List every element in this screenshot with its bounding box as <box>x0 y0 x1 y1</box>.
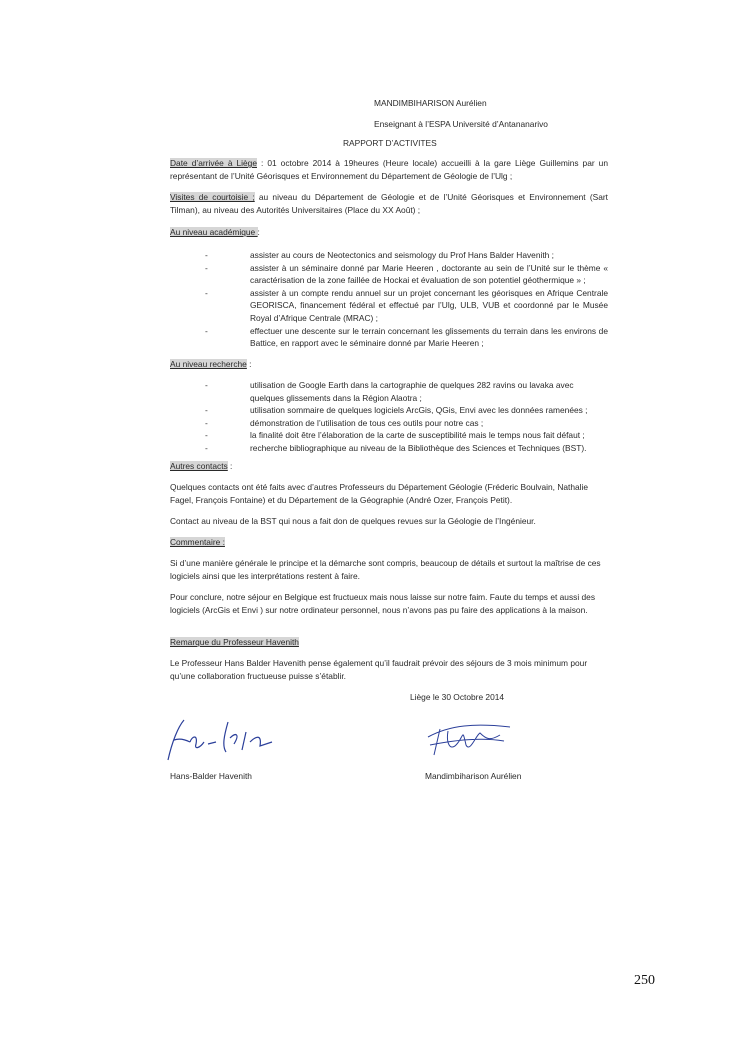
visits-heading: Visites de courtoisie ; <box>170 192 255 202</box>
contacts-heading: Autres contacts <box>170 461 228 471</box>
list-item: - assister au cours de Neotectonics and seismology du Prof Hans Balder Havenith ; <box>205 250 554 260</box>
comment-heading-line <box>170 536 608 549</box>
list-item-text: démonstration de l’utilisation de tous ces outils pour notre cas ; <box>250 417 484 428</box>
author-name: MANDIMBIHARISON Aurélien <box>374 98 487 108</box>
list-item-text: assister au cours de Neotectonics and seismology du Prof Hans Balder Havenith ; <box>250 250 554 260</box>
research-list <box>205 379 608 455</box>
arrival-heading: Date d’arrivée à Liège <box>170 158 257 168</box>
comment-paragraph-2: Pour conclure, notre séjour en Belgique est fructueux mais nous laisse sur notre faim. Faute du temps et aussi des logiciels (ArcGis et Envi ) sur notre ordinateur personnel, nous n’avons pas pu faire des applications à la maison. <box>170 592 596 615</box>
academic-heading-line <box>170 226 608 239</box>
academic-colon: : <box>257 227 260 237</box>
signature-name-left: Hans-Balder Havenith <box>170 771 252 781</box>
list-item: - la finalité doit être l’élaboration de la carte de susceptibilité mais le temps nous fait défaut ; <box>205 430 585 441</box>
academic-heading: Au niveau académique <box>170 227 258 237</box>
arrival-text: : 01 octobre 2014 à 19heures (Heure locale) accueilli à la gare Liège Guillemins par un représentant de l’Unité Géorisques et Environnement du Département de Géologie de l’Ulg ; <box>170 158 608 181</box>
research-heading-line <box>170 358 608 371</box>
visits-paragraph <box>170 191 608 216</box>
contacts-paragraph-2: Contact au niveau de la BST qui nous a fait don de quelques revues sur la Géologie de l’Ingénieur. <box>170 516 536 526</box>
remark-paragraph: Le Professeur Hans Balder Havenith pense également qu’il faudrait prévoir des séjours de 3 mois minimum pour qu’une collaboration fructueuse puisse s’établir. <box>170 658 588 681</box>
list-item-text: recherche bibliographique au niveau de la Bibliothèque des Sciences et Techniques (BST). <box>250 442 587 453</box>
visits-text: au niveau du Département de Géologie et de l’Unité Géorisques et Environnement (Sart Tilman), au niveau des Autorités Universitaires (Place du XX Août) ; <box>170 192 608 215</box>
signature-mandimbiharison <box>420 715 520 765</box>
list-item-text: utilisation sommaire de quelques logiciels ArcGis, QGis, Envi avec les données ramenées ; <box>250 405 588 416</box>
place-date: Liège le 30 Octobre 2014 <box>410 692 505 702</box>
research-heading: Au niveau recherche <box>170 359 247 369</box>
contacts-colon: : <box>227 461 233 471</box>
signature-name-right: Mandimbiharison Aurélien <box>425 771 522 781</box>
list-item: - recherche bibliographique au niveau de la Bibliothèque des Sciences et Techniques (BST). <box>205 442 587 453</box>
list-item: - démonstration de l’utilisation de tous ces outils pour notre cas ; <box>205 417 484 428</box>
author-position: Enseignant à l’ESPA Université d’Antananarivo <box>374 119 548 129</box>
list-item: - utilisation sommaire de quelques logiciels ArcGis, QGis, Envi avec les données ramenées ; <box>205 405 588 416</box>
list-item: - assister à un compte rendu annuel sur un projet concernant les géorisques en Afrique Centrale GEORISCA, financement fédéral et effectué par l’Ulg, ULB, VUB et coordonné par le Musée Royal d’Afrique Centrale (MRAC) ; <box>205 287 608 323</box>
list-item-text: effectuer une descente sur le terrain concernant les glissements du terrain dans les environs de Battice, en rapport avec le séminaire donné par Marie Heeren ; <box>250 325 608 349</box>
contacts-paragraph-1: Quelques contacts ont été faits avec d’autres Professeurs du Département Géologie (Fréderic Boulvain, Nathalie Fagel, François Fontaine) et du Département de la Géographie (André Ozer, François Petit). <box>170 482 589 505</box>
arrival-paragraph <box>170 157 608 182</box>
academic-list <box>205 249 608 350</box>
page-number: 250 <box>634 973 655 988</box>
document-title: RAPPORT D’ACTIVITES <box>343 138 437 148</box>
research-colon: : <box>246 359 252 369</box>
remark-heading: Remarque du Professeur Havenith <box>170 637 299 647</box>
list-item: - utilisation de Google Earth dans la cartographie de quelques 282 ravins ou lavaka avec quelques glissements dans la Région Alaotra ; <box>205 380 574 403</box>
comment-paragraph-1: Si d’une manière générale le principe et la démarche sont compris, beaucoup de détails et surtout la maîtrise de ces logiciels ainsi que les interprétations restent à faire. <box>170 558 601 581</box>
remark-heading-line <box>170 636 608 649</box>
list-item-text: la finalité doit être l’élaboration de la carte de susceptibilité mais le temps nous fait défaut ; <box>250 430 585 441</box>
list-item: - effectuer une descente sur le terrain concernant les glissements du terrain dans les environs de Battice, en rapport avec le séminaire donné par Marie Heeren ; <box>205 325 608 349</box>
list-item-text: assister à un séminaire donné par Marie Heeren , doctorante au sein de l’Unité sur le thème « caractérisation de la zone faillée de Hockai et évaluation de son potentiel géothermique » ; <box>250 262 608 286</box>
contacts-heading-line <box>170 460 608 473</box>
list-item-text: utilisation de Google Earth dans la cartographie de quelques 282 ravins ou lavaka avec quelques glissements dans la Région Alaotra ; <box>250 380 574 403</box>
signature-havenith <box>150 712 290 772</box>
comment-heading: Commentaire : <box>170 537 225 547</box>
list-item: - assister à un séminaire donné par Marie Heeren , doctorante au sein de l’Unité sur le thème « caractérisation de la zone faillée de Hockai et évaluation de son potentiel géothermique » ; <box>205 262 608 286</box>
list-item-text: assister à un compte rendu annuel sur un projet concernant les géorisques en Afrique Centrale GEORISCA, financement fédéral et effectué par l’Ulg, ULB, VUB et coordonné par le Musée Royal d’Afrique Centrale (MRAC) ; <box>250 287 608 323</box>
